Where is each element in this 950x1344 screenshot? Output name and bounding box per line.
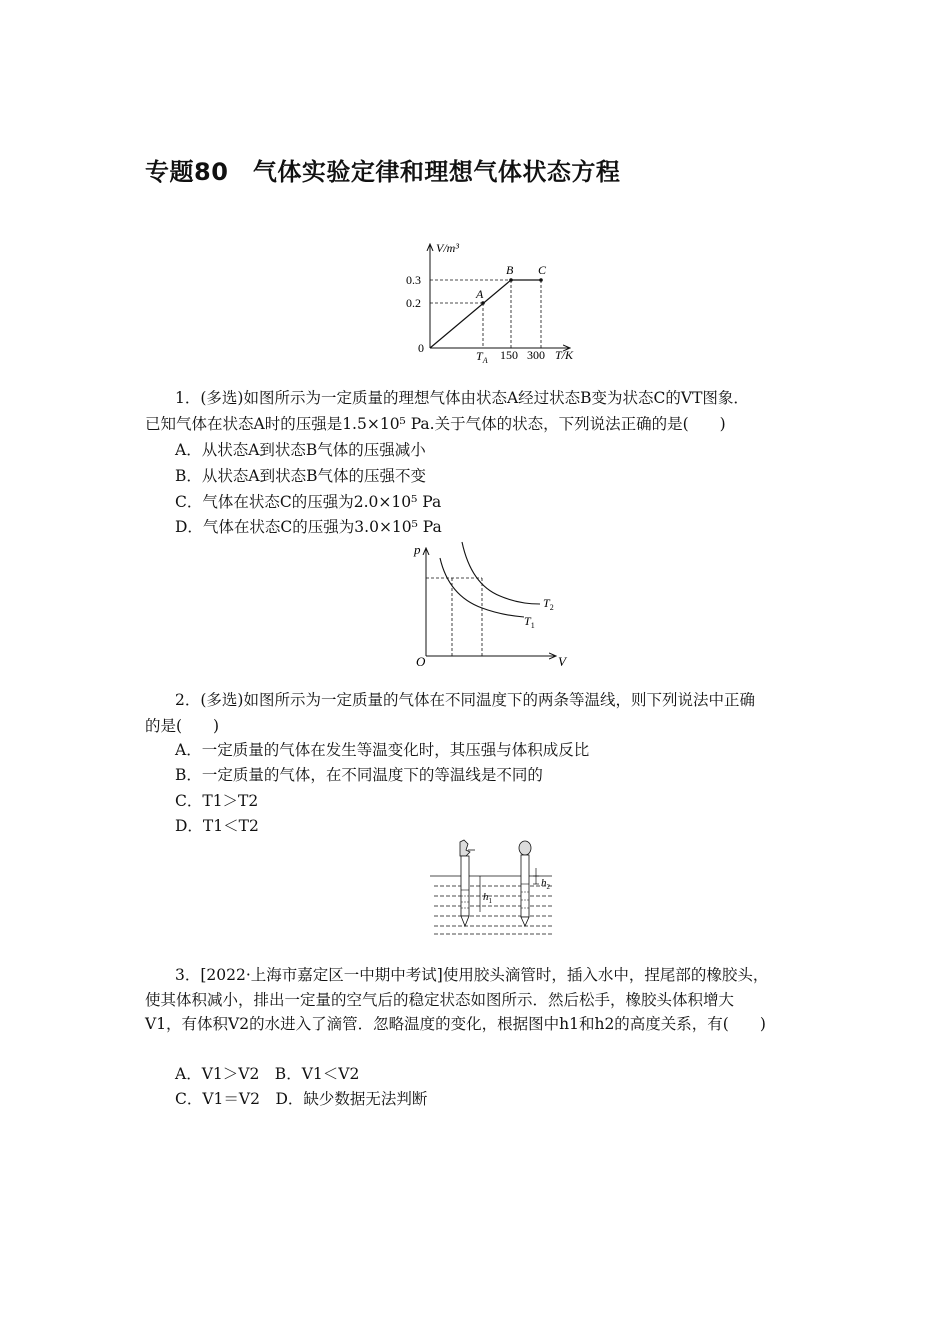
- y-tick-03: 0.3: [406, 273, 421, 287]
- point-C: [539, 278, 543, 282]
- q2-option-c: C．T1＞T2: [175, 792, 259, 810]
- left-dropper-bulb: [460, 840, 470, 856]
- label-T1: $T_1$: [524, 614, 535, 630]
- q1-line1: 1．(多选)如图所示为一定质量的理想气体由状态A经过状态B变为状态C的VT图象．: [175, 389, 749, 407]
- q3-options-row1: A．V1＞V2 B．V1＜V2: [175, 1065, 360, 1083]
- x-tick-TA: $T_A$: [476, 349, 488, 365]
- x-tick-150: 150: [500, 348, 518, 362]
- right-dropper-tip: [521, 917, 529, 926]
- x-tick-300: 300: [527, 348, 545, 362]
- q2-option-d: D．T1＜T2: [175, 817, 259, 835]
- label-h2: $h_2$: [541, 877, 550, 891]
- y-tick-02: 0.2: [406, 296, 421, 310]
- x-axis-label: T/K: [555, 348, 574, 362]
- q3-line2: 使其体积减小，排出一定量的空气后的稳定状态如图所示．然后松手，橡胶头体积增大: [145, 991, 735, 1009]
- dropper-figure: [430, 838, 555, 938]
- label-C: C: [538, 263, 547, 277]
- isotherm-graph: [410, 540, 580, 670]
- label-h1: $h_1$: [483, 891, 492, 905]
- q3-options-row2: C．V1＝V2 D．缺少数据无法判断: [175, 1090, 428, 1108]
- q1-option-d: D．气体在状态C的压强为3.0×10⁵ Pa: [175, 518, 442, 536]
- q2-option-b: B．一定质量的气体，在不同温度下的等温线是不同的: [175, 766, 543, 784]
- q3-line1: 3．[2022·上海市嘉定区一中期中考试]使用胶头滴管时，插入水中，捏尾部的橡胶头，: [175, 966, 769, 984]
- q1-option-c: C．气体在状态C的压强为2.0×10⁵ Pa: [175, 493, 442, 511]
- origin-label: 0: [418, 341, 424, 355]
- v-axis-label: V: [558, 654, 566, 669]
- q3-line3: V1，有体积V2的水进入了滴管．忽略温度的变化，根据图中h1和h2的高度关系，有( ): [145, 1015, 766, 1033]
- line-OB: [430, 280, 511, 348]
- q1-line2: 已知气体在状态A时的压强是1.5×10⁵ Pa.关于气体的状态，下列说法正确的是( ): [145, 415, 726, 433]
- left-dropper-tip: [461, 916, 469, 926]
- water-lines: [430, 876, 552, 934]
- page-title: 专题80 气体实验定律和理想气体状态方程: [145, 158, 621, 186]
- label-A: A: [476, 287, 484, 301]
- isotherm-T2: [462, 542, 540, 604]
- right-dropper-bulb: [519, 841, 531, 855]
- label-B: B: [506, 263, 514, 277]
- left-dropper-tube: [461, 856, 469, 916]
- q2-option-a: A．一定质量的气体在发生等温变化时，其压强与体积成反比: [175, 741, 590, 759]
- q1-option-b: B．从状态A到状态B气体的压强不变: [175, 467, 426, 485]
- q2-line2: 的是( ): [145, 717, 220, 735]
- p-axis-label: p: [414, 542, 421, 557]
- point-A: [481, 301, 485, 305]
- point-B: [509, 278, 513, 282]
- q2-line1: 2．(多选)如图所示为一定质量的气体在不同温度下的两条等温线，则下列说法中正确: [175, 691, 755, 709]
- label-T2: $T_2$: [543, 596, 554, 612]
- q1-option-a: A．从状态A到状态B气体的压强减小: [175, 441, 426, 459]
- isotherm-T1: [440, 558, 524, 617]
- y-axis-label: V/m³: [436, 241, 459, 255]
- vt-graph: [400, 238, 600, 368]
- origin-label: O: [416, 654, 426, 669]
